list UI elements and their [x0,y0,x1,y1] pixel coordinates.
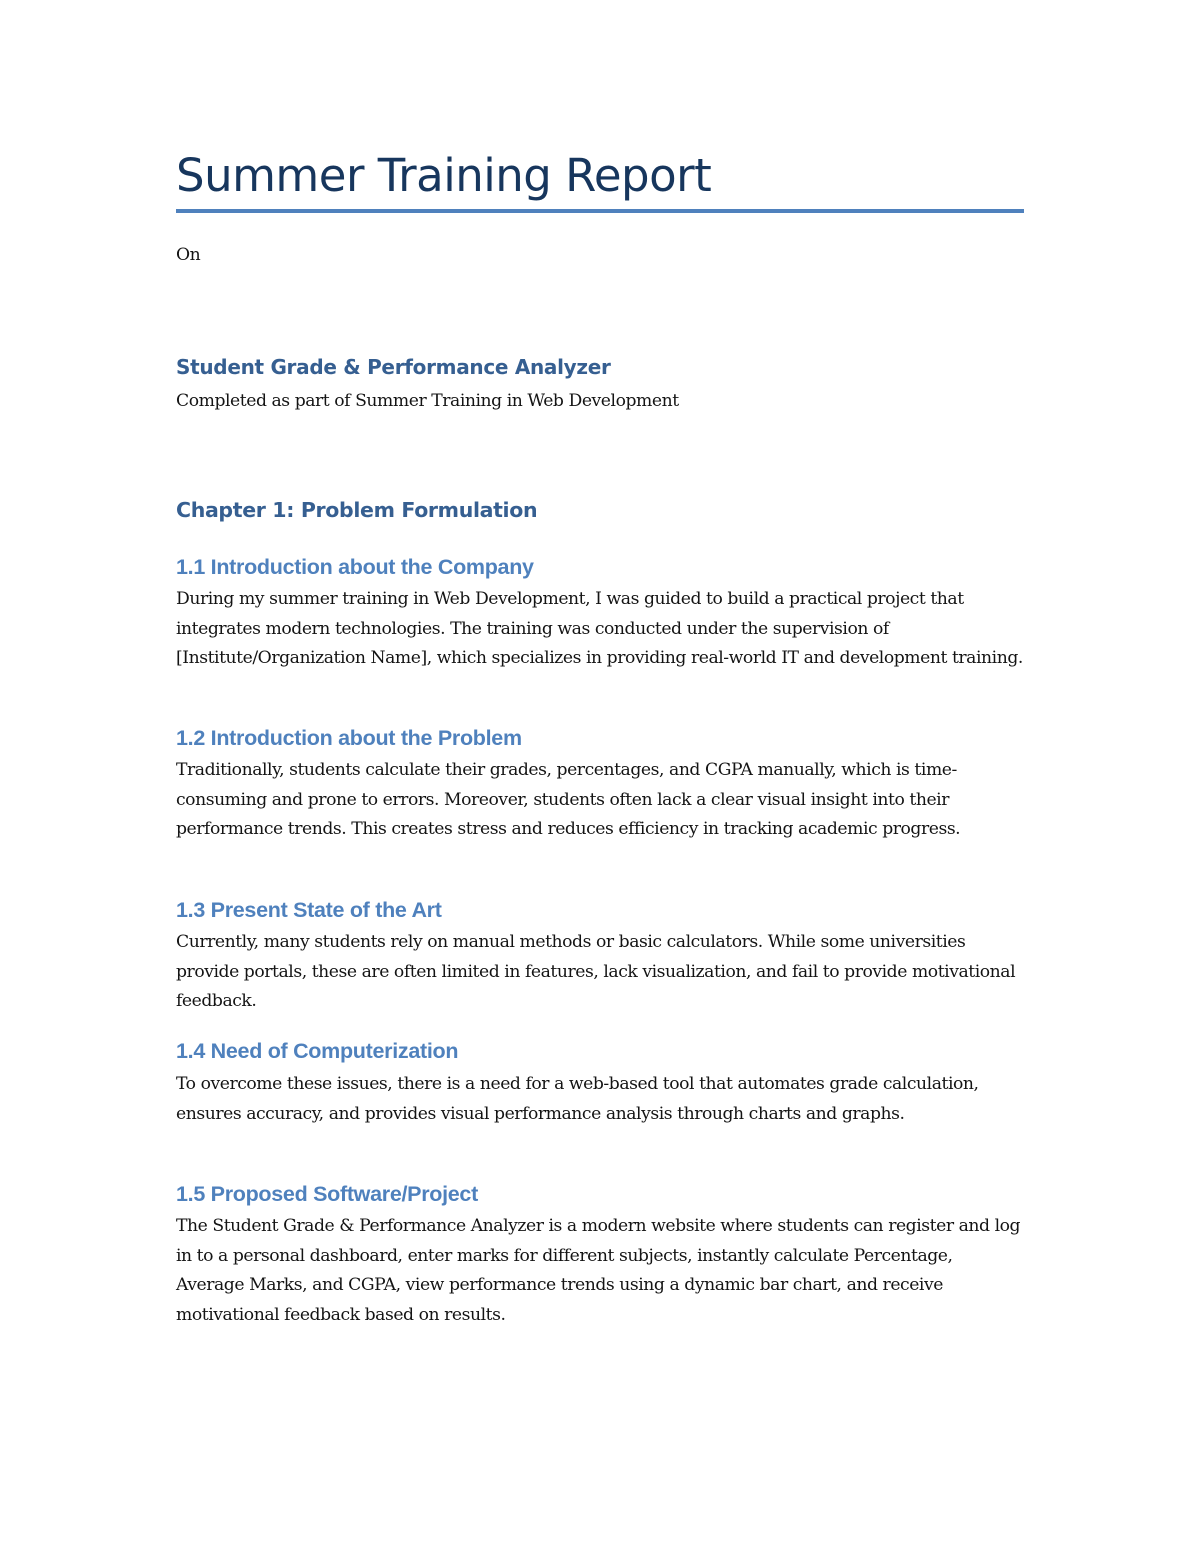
section-heading: 1.3 Present State of the Art [176,898,442,922]
project-subtitle: Completed as part of Summer Training in Web Development [176,391,679,411]
document-title: Summer Training Report [176,149,712,202]
section-body: Traditionally, students calculate their grades, percentages, and CGPA manually, which is time-consuming and prone to errors. Moreover, students often lack a clear visual insight into their performance trends. This creates stress and reduces efficiency in tracking academic progress. [176,760,961,840]
on-label: On [176,245,201,265]
section-heading: 1.5 Proposed Software/Project [176,1182,478,1206]
chapter-heading: Chapter 1: Problem Formulation [176,498,538,522]
section-body: During my summer training in Web Development, I was guided to build a practical project that integrates modern technologies. The training was conducted under the supervision of [Institute/Organization Name], which specializes in providing real-world IT and development training. [176,589,1023,669]
section-heading: 1.4 Need of Computerization [176,1039,459,1063]
project-title: Student Grade & Performance Analyzer [176,355,611,379]
section-heading: 1.1 Introduction about the Company [176,555,534,579]
section-heading: 1.2 Introduction about the Problem [176,726,522,750]
section-body: To overcome these issues, there is a need for a web-based tool that automates grade calculation, ensures accuracy, and provides visual performance analysis through charts and graphs. [176,1074,979,1124]
section-body: Currently, many students rely on manual methods or basic calculators. While some universities provide portals, these are often limited in features, lack visualization, and fail to provide motivational feedback. [176,932,1016,1012]
title-underline-rule [176,209,1024,213]
section-body: The Student Grade & Performance Analyzer is a modern website where students can register and log in to a personal dashboard, enter marks for different subjects, instantly calculate Percentage, Average Marks, and CGPA, view performance trends using a dynamic bar chart, and receive motivational feedback based on results. [176,1216,1021,1325]
